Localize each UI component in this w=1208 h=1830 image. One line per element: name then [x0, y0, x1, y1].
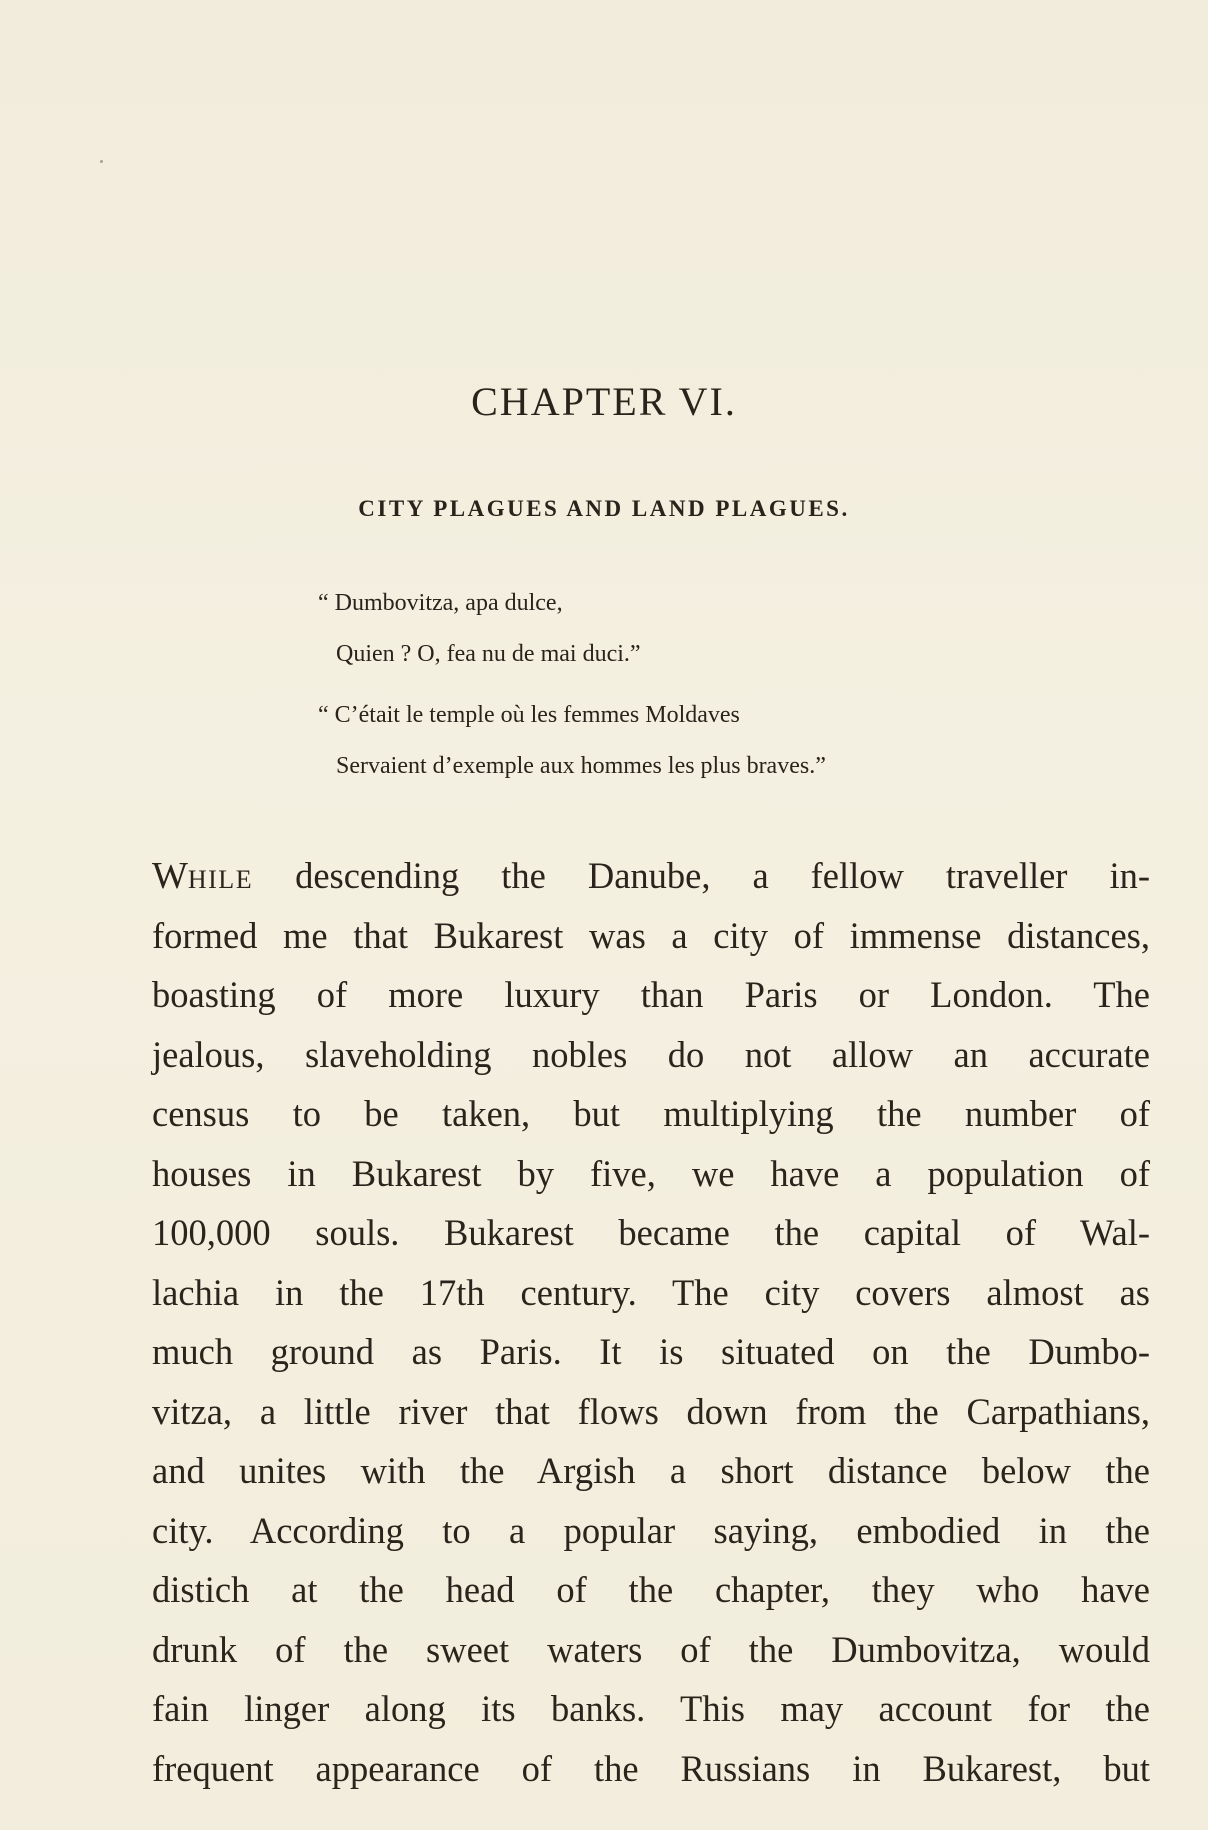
body-line: 100,000 souls. Bukarest became the capital of Wal-	[152, 1212, 1150, 1253]
chapter-title: CHAPTER VI.	[471, 379, 737, 424]
body-line: distich at the head of the chapter, they who have	[152, 1569, 1150, 1610]
epigraph-verse2-line2: Servaient d’exemple aux hommes les plus braves.”	[336, 753, 826, 779]
epigraph-verse1-line1: “ Dumbovitza, apa dulce,	[318, 590, 563, 616]
epigraph-verse1-line2: Quien ? O, fea nu de mai duci.”	[336, 641, 641, 667]
body-line: lachia in the 17th century. The city covers almost as	[152, 1271, 1150, 1313]
body-line: city. According to a popular saying, embodied in the	[152, 1509, 1150, 1551]
body-line: houses in Bukarest by five, we have a population of	[152, 1152, 1150, 1194]
body-line: much ground as Paris. It is situated on the Dumbo-	[152, 1331, 1150, 1372]
body-text	[152, 846, 1150, 1798]
epigraph-verse2-line1: “ C’était le temple où les femmes Moldaves	[318, 702, 740, 728]
body-line: formed me that Bukarest was a city of immense distances,	[152, 914, 1150, 956]
ink-speck	[100, 160, 103, 163]
body-line: vitza, a little river that flows down from the Carpathians,	[152, 1390, 1150, 1432]
first-line-text: descending the Danube, a fellow traveller in-	[253, 855, 1150, 896]
body-line: boasting of more luxury than Paris or London. The	[152, 974, 1150, 1015]
chapter-subtitle: CITY PLAGUES AND LAND PLAGUES.	[358, 496, 850, 521]
body-line: and unites with the Argish a short distance below the	[152, 1450, 1150, 1491]
body-line: census to be taken, but multiplying the number of	[152, 1093, 1150, 1134]
dropcap-letter: W	[152, 855, 188, 897]
dropcap-rest: HILE	[187, 865, 254, 894]
body-line: drunk of the sweet waters of the Dumbovitza, would	[152, 1628, 1150, 1670]
body-first-line	[152, 846, 1150, 906]
body-line: jealous, slaveholding nobles do not allow an accurate	[152, 1033, 1150, 1075]
body-line: fain linger along its banks. This may account for the	[152, 1688, 1150, 1729]
body-line: frequent appearance of the Russians in Bukarest, but	[152, 1747, 1150, 1789]
